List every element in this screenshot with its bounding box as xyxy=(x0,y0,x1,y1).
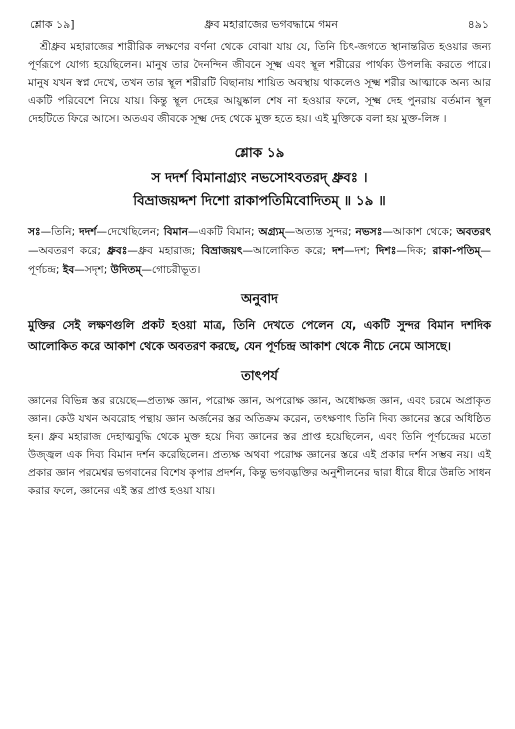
synonym-meaning: গোচরীভূত xyxy=(151,264,197,276)
synonym-meaning: দশ xyxy=(354,245,367,257)
synonym-meaning: পূর্ণচন্দ্র xyxy=(28,264,56,276)
translation-title: অনুবাদ xyxy=(241,292,278,307)
synonym-meaning: অবতরণ করে xyxy=(38,245,98,257)
synonym-meaning: সদৃশ xyxy=(84,264,104,276)
purport-title: তাৎপর্য xyxy=(241,369,278,384)
synonym-meaning: দেখেছিলেন xyxy=(107,226,157,238)
synonym-term: অবতরৎ xyxy=(456,226,491,238)
synonym-term: রাকা-পতিম্ xyxy=(432,245,481,257)
synonym-term: সঃ xyxy=(28,226,41,238)
header-chapter-title: ধ্রুব মহারাজের ভগবদ্ধামে গমন xyxy=(204,18,338,31)
synonym-meaning: ধ্রুব মহারাজ xyxy=(138,245,192,257)
synonym-meaning: আলোকিত করে xyxy=(253,245,323,257)
verse-line-1: স দদর্শ বিমানাগ্র্যং নভসোঽবতরদ্ ধ্রুবঃ । xyxy=(151,170,368,186)
page-number: ৪৯১ xyxy=(467,18,489,31)
synonym-meaning: তিনি xyxy=(51,226,72,238)
book-page xyxy=(28,16,491,716)
synonym-term: অগ্র্যম্ xyxy=(258,226,285,238)
synonym-meaning: একটি বিমান xyxy=(198,226,251,238)
synonym-term: নভসঃ xyxy=(355,226,383,238)
synonym-term: বিমান xyxy=(163,226,188,238)
page-header xyxy=(28,16,491,38)
synonym-meaning: দিক xyxy=(407,245,424,257)
header-verse-ref: শ্লোক ১৯] xyxy=(30,18,75,31)
word-for-word-synonyms: সঃ—তিনি; দদর্শ—দেখেছিলেন; বিমান—একটি বিমান; অগ্র্যম্—অত্যন্ত সুন্দর; নভসঃ—আকাশ থেকে; অবতরৎ—অবতরণ করে; ধ্রুবঃ—ধ্রুব মহারাজ; বিভ্রাজয়ৎ—আলোকিত করে; দশ—দশ; দিশঃ—দিক; রাকা-পতিম্—পূর্ণচন্দ্র; ইব—সদৃশ; উদিতম্—গোচরীভূত। xyxy=(28,226,492,276)
synonym-term: দিশঃ xyxy=(375,245,397,257)
synonym-term: দশ xyxy=(332,245,344,257)
synonym-term: বিভ্রাজয়ৎ xyxy=(201,245,243,257)
verse-line-2: বিভ্রাজয়দ্দশ দিশো রাকাপতিমিবোদিতম্ ॥ ১৯ ॥ xyxy=(133,193,386,209)
synonym-term: উদিতম্ xyxy=(110,264,142,276)
synonym-term: দদর্শ xyxy=(79,226,97,238)
synonym-term: ইব xyxy=(62,264,75,276)
purport-text: জ্ঞানের বিভিন্ন স্তর রয়েছে—প্রত্যক্ষ জ্ঞান, পরোক্ষ জ্ঞান, অপরোক্ষ জ্ঞান, অধোক্ষজ জ্ঞান, এবং চরমে অপ্রাকৃত জ্ঞান। কেউ যখন অবরোহ পন্থায় জ্ঞান অর্জনের স্তর অতিক্রম করেন, তৎক্ষণাৎ তিনি দিব্য জ্ঞানের স্তরে অধিষ্ঠিত হন। ধ্রুব মহারাজ দেহাত্মবুদ্ধি থেকে মুক্ত হয়ে দিব্য জ্ঞানের স্তর প্রাপ্ত হয়েছিলেন, এবং তিনি পূর্ণচন্দ্রের মতো উজ্জ্বল এক দিব্য বিমান দর্শন করেছিলেন। প্রত্যক্ষ অথবা পরোক্ষ জ্ঞানের স্তরে এই প্রকার দর্শন সম্ভব নয়। এই প্রকার জ্ঞান পরমেশ্বর ভগবানের বিশেষ কৃপার প্রদর্শন, কিন্তু ভগবদ্ভক্তির অনুশীলনের দ্বারা ধীরে ধীরে উন্নতি সাধন করার ফলে, জ্ঞানের এই স্তর প্রাপ্ত হওয়া যায়। xyxy=(28,395,491,497)
translation-text: মুক্তির সেই লক্ষণগুলি প্রকট হওয়া মাত্র, তিনি দেখতে পেলেন যে, একটি সুন্দর বিমান দশদিক আলোকিত করে আকাশ থেকে অবতরণ করছে, যেন পূর্ণচন্দ্র আকাশ থেকে নীচে নেমে আসছে। xyxy=(28,318,491,353)
synonym-meaning: আকাশ থেকে xyxy=(393,226,449,238)
synonym-term: ধ্রুবঃ xyxy=(106,245,128,257)
verse-title: শ্লোক ১৯ xyxy=(234,145,285,161)
intro-paragraph: শ্রীধ্রুব মহারাজের শারীরিক লক্ষণের বর্ণনা থেকে বোঝা যায় যে, তিনি চিৎ-জগতে স্থানান্তরিত হওয়ার জন্য পূর্ণরূপে যোগ্য হয়েছিলেন। মানুষ তার দৈনন্দিন জীবনে সূক্ষ্ম এবং স্থূল শরীরের পার্থক্য উপলব্ধি করতে পারে। মানুষ যখন স্বপ্ন দেখে, তখন তার স্থূল শরীরটি বিছানায় শায়িত অবস্থায় থাকলেও সূক্ষ্ম শরীর আত্মাকে অন্য আর একটি পরিবেশে নিয়ে যায়। কিন্তু স্থূল দেহের আয়ুষ্কাল শেষ না হওয়ার ফলে, সূক্ষ্ম দেহ পুনরায় বর্তমান স্থূল দেহটিতে ফিরে আসে। অতএব জীবকে সূক্ষ্ম দেহ থেকে মুক্ত হতে হয়। এই মুক্তিকে বলা হয় মুক্ত-লিঙ্গ । xyxy=(28,41,491,125)
synonym-meaning: অত্যন্ত সুন্দর xyxy=(295,226,348,238)
